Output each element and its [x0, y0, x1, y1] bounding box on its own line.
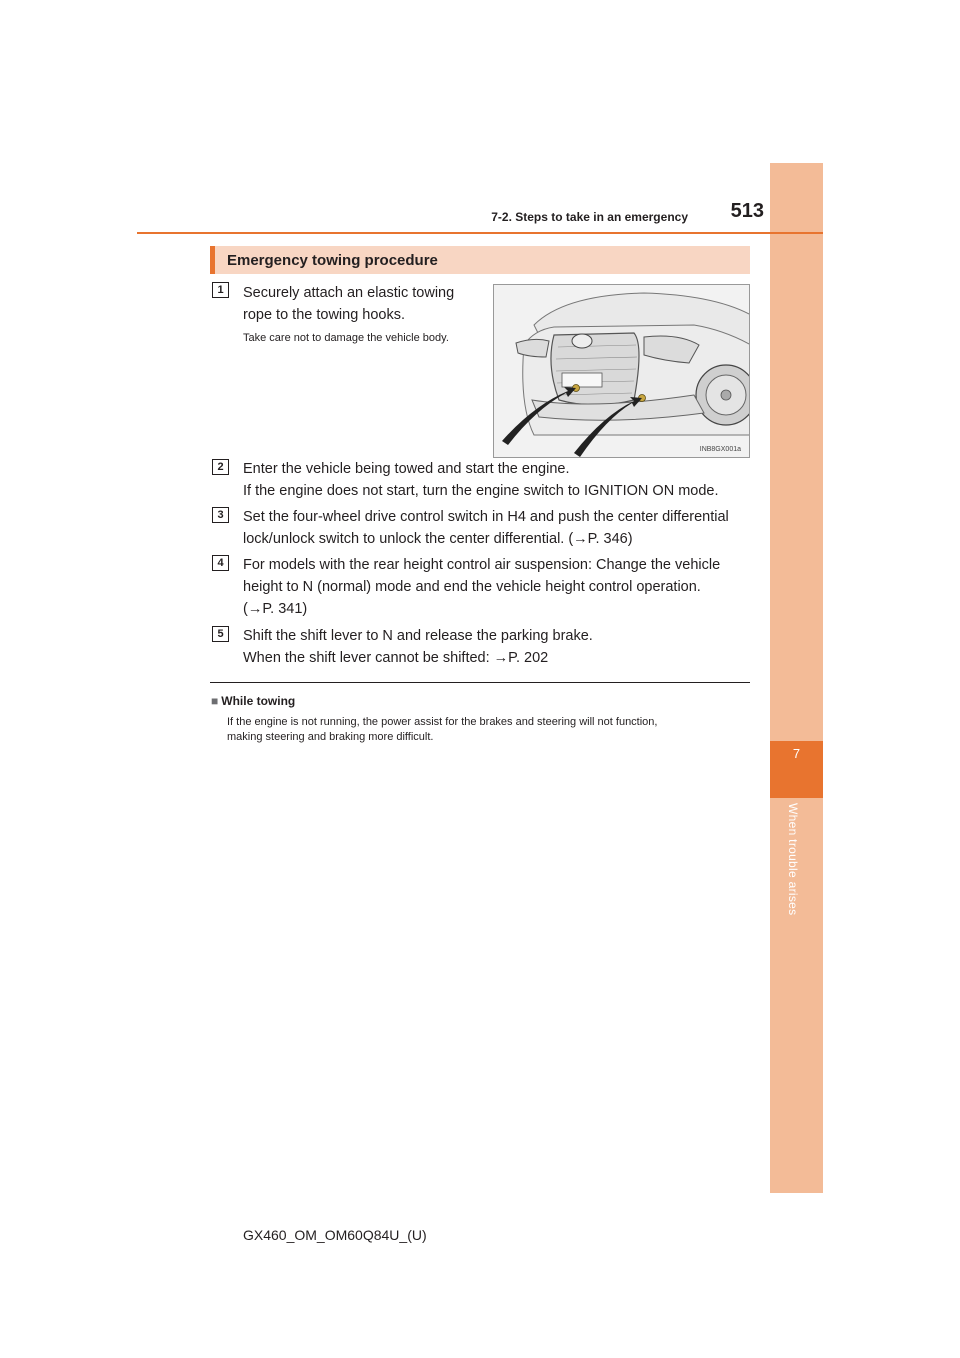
document-code-footer: GX460_OM_OM60Q84U_(U): [243, 1227, 427, 1243]
square-bullet-icon: ■: [211, 694, 219, 708]
section-divider: [210, 682, 750, 683]
section-title: 7-2. Steps to take in an emergency: [491, 210, 688, 224]
step-1-line-2: rope to the towing hooks.: [243, 307, 406, 323]
section-heading-bar: [210, 246, 750, 274]
subsection-title: While towing: [221, 694, 296, 708]
step-4-line-3: (→P. 341): [243, 601, 308, 617]
step-number-3: 3: [212, 507, 229, 523]
subsection-body-line-1: If the engine is not running, the power assist for the brakes and steering will not function,: [227, 716, 658, 728]
step-1-line-1: Securely attach an elastic towing: [243, 285, 455, 301]
step-1-note: Take care not to damage the vehicle body.: [243, 332, 449, 344]
step-2-line-1: Enter the vehicle being towed and start the engine.: [243, 461, 570, 477]
figure-code: INB8GX001a: [699, 446, 741, 453]
step-number-4: 4: [212, 555, 229, 571]
subsection-body-line-2: making steering and braking more difficult.: [227, 731, 434, 743]
section-heading: Emergency towing procedure: [227, 252, 438, 269]
chapter-label: When trouble arises: [786, 803, 800, 916]
step-5-line-1: Shift the shift lever to N and release the parking brake.: [243, 628, 593, 644]
chapter-number: 7: [792, 746, 801, 761]
page-number: 513: [730, 200, 764, 222]
step-4-line-1: For models with the rear height control air suspension: Change the vehicle: [243, 557, 721, 573]
step-number-1: 1: [212, 282, 229, 298]
step-number-2: 2: [212, 459, 229, 475]
header-rule: [137, 232, 823, 234]
vehicle-front-icon: [494, 285, 750, 458]
towing-hooks-illustration: [493, 284, 750, 458]
step-3-line-1: Set the four-wheel drive control switch in H4 and push the center differential: [243, 509, 729, 525]
step-4-line-2: height to N (normal) mode and end the vehicle height control operation.: [243, 579, 701, 595]
step-3-line-2: lock/unlock switch to unlock the center differential. (→P. 346): [243, 531, 633, 547]
step-5-line-2: When the shift lever cannot be shifted: →P. 202: [243, 650, 549, 666]
step-2-line-2: If the engine does not start, turn the engine switch to IGNITION ON mode.: [243, 483, 719, 499]
chapter-side-tab: [770, 163, 823, 1193]
subsection-heading: [211, 694, 295, 708]
step-number-5: 5: [212, 626, 229, 642]
